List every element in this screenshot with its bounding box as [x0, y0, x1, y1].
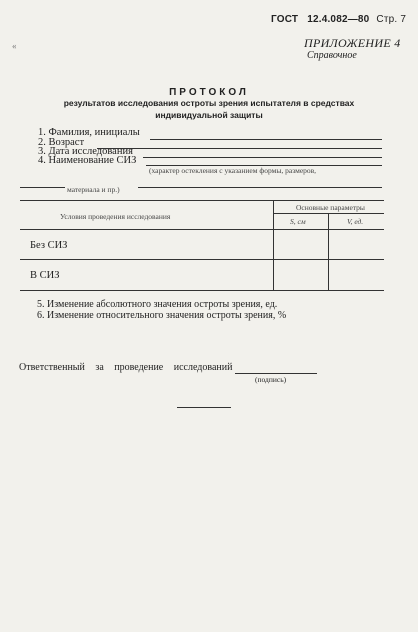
siz-continuation-line[interactable]	[20, 187, 65, 188]
page-header	[271, 14, 406, 25]
field-date-label: 3. Дата исследования	[38, 146, 133, 157]
page-number: Стр. 7	[376, 14, 407, 25]
col-divider-2	[328, 213, 329, 290]
field-name-label: 1. Фамилия, инициалы	[38, 127, 140, 138]
item-absolute-change: 5. Изменение абсолютного значения остроты зрения, ед.	[37, 299, 278, 310]
row-without-siz: Без СИЗ	[30, 240, 68, 251]
col-v-header: V, ед.	[347, 217, 364, 226]
siz-hint-line1: (характер остекления с указанием формы, размеров,	[149, 166, 317, 175]
field-siz-label: 4. Наименование СИЗ	[38, 155, 137, 166]
signature-line[interactable]	[235, 373, 317, 374]
siz-hint-line2: материала и пр.)	[67, 185, 120, 194]
field-age-label: 2. Возраст	[38, 137, 85, 148]
responsible-label: Ответственный за проведение исследований	[19, 362, 233, 373]
row-with-siz: В СИЗ	[30, 270, 60, 281]
field-date-line[interactable]	[143, 157, 382, 158]
col-divider-1	[273, 200, 274, 290]
field-name-line[interactable]	[150, 139, 382, 140]
appendix-note: Справочное	[307, 50, 357, 61]
field-age-line[interactable]	[97, 148, 382, 149]
margin-mark: «	[12, 41, 17, 51]
table-bottom-border	[20, 290, 384, 291]
appendix-title: ПРИЛОЖЕНИЕ 4	[304, 36, 401, 50]
params-header: Основные параметры	[296, 203, 365, 212]
protocol-subtitle-line2: индивидуальной защиты	[155, 110, 263, 120]
conditions-header: Условия проведения исследования	[60, 212, 171, 221]
protocol-title: ПРОТОКОЛ	[169, 87, 249, 98]
end-rule	[177, 407, 231, 408]
col-s-header: S, см	[290, 217, 306, 226]
table-top-border	[20, 200, 384, 201]
standard-number: 12.4.082—80	[307, 14, 370, 25]
siz-continuation-line2[interactable]	[138, 187, 382, 188]
row-divider	[20, 259, 384, 260]
signature-hint: (подпись)	[255, 375, 287, 384]
item-relative-change: 6. Изменение относительного значения остроты зрения, %	[37, 310, 287, 321]
standard-label: ГОСТ	[271, 14, 299, 25]
table-header-border	[20, 229, 384, 230]
protocol-subtitle-line1: результатов исследования остроты зрения испытателя в средствах	[63, 98, 355, 108]
